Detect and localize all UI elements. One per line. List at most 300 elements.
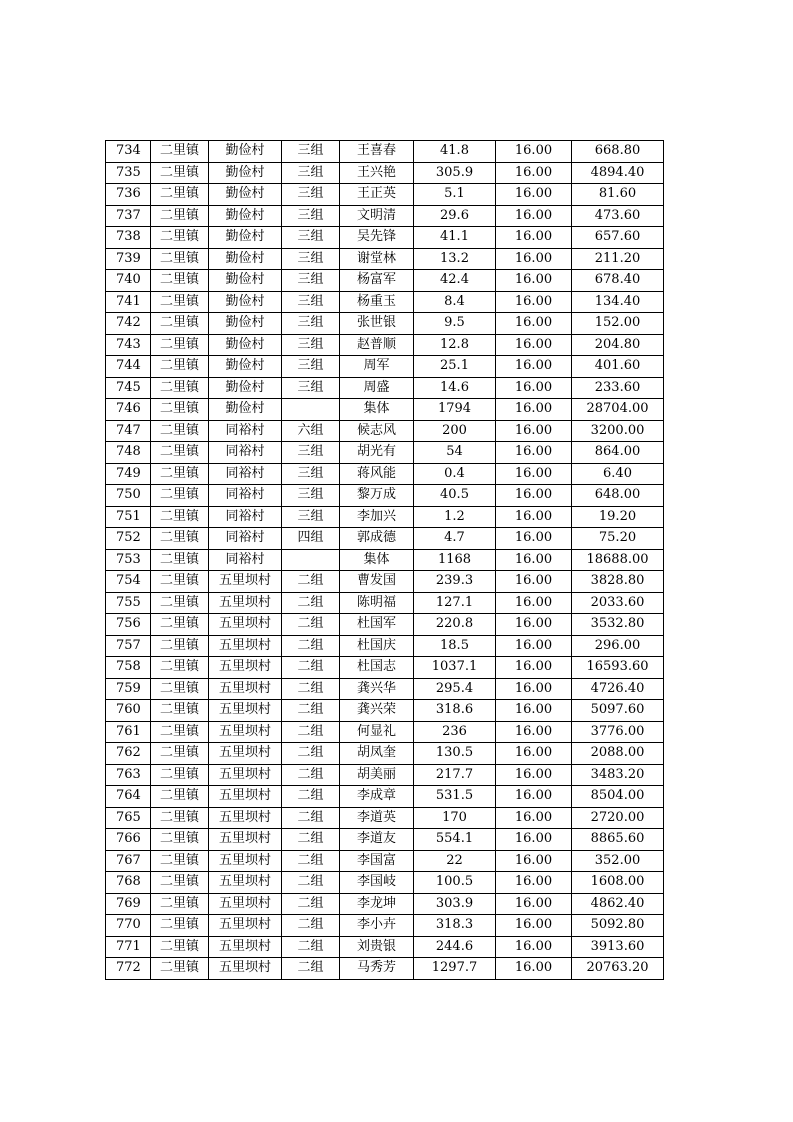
amount-cell: 81.60 [572, 184, 664, 206]
row-number-cell: 748 [106, 442, 151, 464]
amount-cell: 18688.00 [572, 549, 664, 571]
area-cell: 318.6 [414, 700, 496, 722]
group-cell: 三组 [282, 506, 340, 528]
group-cell: 三组 [282, 227, 340, 249]
rate-cell: 16.00 [496, 399, 572, 421]
town-cell: 二里镇 [151, 915, 209, 937]
town-cell: 二里镇 [151, 205, 209, 227]
rate-cell: 16.00 [496, 807, 572, 829]
name-cell: 杨重玉 [340, 291, 414, 313]
name-cell: 李加兴 [340, 506, 414, 528]
amount-cell: 3913.60 [572, 936, 664, 958]
town-cell: 二里镇 [151, 893, 209, 915]
table-row [106, 872, 664, 894]
village-cell: 五里坝村 [209, 893, 282, 915]
name-cell: 龚兴华 [340, 678, 414, 700]
town-cell: 二里镇 [151, 463, 209, 485]
table-row [106, 657, 664, 679]
group-cell: 六组 [282, 420, 340, 442]
village-cell: 勤俭村 [209, 162, 282, 184]
village-cell: 勤俭村 [209, 356, 282, 378]
area-cell: 4.7 [414, 528, 496, 550]
table-row [106, 270, 664, 292]
name-cell: 杨富军 [340, 270, 414, 292]
name-cell: 集体 [340, 399, 414, 421]
amount-cell: 3776.00 [572, 721, 664, 743]
table-row [106, 807, 664, 829]
table-row [106, 141, 664, 163]
village-cell: 五里坝村 [209, 700, 282, 722]
table-row [106, 184, 664, 206]
row-number-cell: 752 [106, 528, 151, 550]
rate-cell: 16.00 [496, 721, 572, 743]
area-cell: 40.5 [414, 485, 496, 507]
amount-cell: 864.00 [572, 442, 664, 464]
name-cell: 王正英 [340, 184, 414, 206]
group-cell [282, 549, 340, 571]
village-cell: 同裕村 [209, 506, 282, 528]
rate-cell: 16.00 [496, 829, 572, 851]
rate-cell: 16.00 [496, 764, 572, 786]
rate-cell: 16.00 [496, 893, 572, 915]
town-cell: 二里镇 [151, 743, 209, 765]
village-cell: 同裕村 [209, 420, 282, 442]
group-cell: 二组 [282, 850, 340, 872]
amount-cell: 648.00 [572, 485, 664, 507]
table-row [106, 506, 664, 528]
area-cell: 1297.7 [414, 958, 496, 980]
town-cell: 二里镇 [151, 657, 209, 679]
table-row [106, 893, 664, 915]
area-cell: 303.9 [414, 893, 496, 915]
group-cell: 二组 [282, 829, 340, 851]
rate-cell: 16.00 [496, 506, 572, 528]
amount-cell: 75.20 [572, 528, 664, 550]
area-cell: 220.8 [414, 614, 496, 636]
amount-cell: 296.00 [572, 635, 664, 657]
name-cell: 吴先锋 [340, 227, 414, 249]
town-cell: 二里镇 [151, 248, 209, 270]
town-cell: 二里镇 [151, 807, 209, 829]
village-cell: 同裕村 [209, 442, 282, 464]
row-number-cell: 763 [106, 764, 151, 786]
town-cell: 二里镇 [151, 442, 209, 464]
table-row [106, 248, 664, 270]
table-row [106, 571, 664, 593]
village-cell: 五里坝村 [209, 657, 282, 679]
row-number-cell: 766 [106, 829, 151, 851]
row-number-cell: 741 [106, 291, 151, 313]
amount-cell: 352.00 [572, 850, 664, 872]
rate-cell: 16.00 [496, 592, 572, 614]
rate-cell: 16.00 [496, 227, 572, 249]
town-cell: 二里镇 [151, 162, 209, 184]
rate-cell: 16.00 [496, 420, 572, 442]
area-cell: 5.1 [414, 184, 496, 206]
row-number-cell: 751 [106, 506, 151, 528]
rate-cell: 16.00 [496, 678, 572, 700]
town-cell: 二里镇 [151, 377, 209, 399]
town-cell: 二里镇 [151, 227, 209, 249]
town-cell: 二里镇 [151, 872, 209, 894]
amount-cell: 233.60 [572, 377, 664, 399]
village-cell: 五里坝村 [209, 571, 282, 593]
rate-cell: 16.00 [496, 614, 572, 636]
table-row [106, 614, 664, 636]
group-cell: 二组 [282, 571, 340, 593]
village-cell: 五里坝村 [209, 764, 282, 786]
town-cell: 二里镇 [151, 399, 209, 421]
group-cell: 三组 [282, 248, 340, 270]
name-cell: 刘贵银 [340, 936, 414, 958]
town-cell: 二里镇 [151, 700, 209, 722]
name-cell: 张世银 [340, 313, 414, 335]
row-number-cell: 769 [106, 893, 151, 915]
row-number-cell: 764 [106, 786, 151, 808]
rate-cell: 16.00 [496, 291, 572, 313]
town-cell: 二里镇 [151, 141, 209, 163]
rate-cell: 16.00 [496, 162, 572, 184]
amount-cell: 4726.40 [572, 678, 664, 700]
rate-cell: 16.00 [496, 936, 572, 958]
amount-cell: 5097.60 [572, 700, 664, 722]
area-cell: 42.4 [414, 270, 496, 292]
village-cell: 勤俭村 [209, 184, 282, 206]
table-row [106, 313, 664, 335]
table-row [106, 205, 664, 227]
rate-cell: 16.00 [496, 205, 572, 227]
name-cell: 杜国军 [340, 614, 414, 636]
row-number-cell: 771 [106, 936, 151, 958]
town-cell: 二里镇 [151, 528, 209, 550]
group-cell: 二组 [282, 936, 340, 958]
name-cell: 胡光有 [340, 442, 414, 464]
amount-cell: 401.60 [572, 356, 664, 378]
table-row [106, 743, 664, 765]
area-cell: 1.2 [414, 506, 496, 528]
amount-cell: 8504.00 [572, 786, 664, 808]
name-cell: 谢堂林 [340, 248, 414, 270]
village-cell: 五里坝村 [209, 850, 282, 872]
group-cell: 二组 [282, 635, 340, 657]
town-cell: 二里镇 [151, 485, 209, 507]
table-row [106, 549, 664, 571]
row-number-cell: 743 [106, 334, 151, 356]
village-cell: 同裕村 [209, 528, 282, 550]
amount-cell: 678.40 [572, 270, 664, 292]
group-cell: 二组 [282, 764, 340, 786]
name-cell: 杜国志 [340, 657, 414, 679]
amount-cell: 204.80 [572, 334, 664, 356]
row-number-cell: 770 [106, 915, 151, 937]
amount-cell: 2720.00 [572, 807, 664, 829]
row-number-cell: 739 [106, 248, 151, 270]
table-row [106, 721, 664, 743]
rate-cell: 16.00 [496, 786, 572, 808]
area-cell: 13.2 [414, 248, 496, 270]
area-cell: 100.5 [414, 872, 496, 894]
town-cell: 二里镇 [151, 420, 209, 442]
group-cell: 三组 [282, 485, 340, 507]
village-cell: 五里坝村 [209, 721, 282, 743]
area-cell: 244.6 [414, 936, 496, 958]
group-cell [282, 399, 340, 421]
town-cell: 二里镇 [151, 184, 209, 206]
village-cell: 五里坝村 [209, 915, 282, 937]
area-cell: 239.3 [414, 571, 496, 593]
area-cell: 25.1 [414, 356, 496, 378]
table-row [106, 463, 664, 485]
name-cell: 龚兴荣 [340, 700, 414, 722]
village-cell: 勤俭村 [209, 377, 282, 399]
rate-cell: 16.00 [496, 463, 572, 485]
group-cell: 二组 [282, 915, 340, 937]
table-row [106, 334, 664, 356]
name-cell: 何显礼 [340, 721, 414, 743]
village-cell: 同裕村 [209, 485, 282, 507]
village-cell: 五里坝村 [209, 807, 282, 829]
area-cell: 305.9 [414, 162, 496, 184]
town-cell: 二里镇 [151, 549, 209, 571]
rate-cell: 16.00 [496, 528, 572, 550]
town-cell: 二里镇 [151, 592, 209, 614]
name-cell: 周军 [340, 356, 414, 378]
area-cell: 0.4 [414, 463, 496, 485]
table-row [106, 958, 664, 980]
area-cell: 295.4 [414, 678, 496, 700]
row-number-cell: 746 [106, 399, 151, 421]
amount-cell: 3828.80 [572, 571, 664, 593]
town-cell: 二里镇 [151, 764, 209, 786]
group-cell: 二组 [282, 614, 340, 636]
amount-cell: 473.60 [572, 205, 664, 227]
name-cell: 郭成德 [340, 528, 414, 550]
amount-cell: 3483.20 [572, 764, 664, 786]
name-cell: 文明清 [340, 205, 414, 227]
rate-cell: 16.00 [496, 377, 572, 399]
town-cell: 二里镇 [151, 850, 209, 872]
table-row [106, 399, 664, 421]
rate-cell: 16.00 [496, 850, 572, 872]
group-cell: 三组 [282, 162, 340, 184]
area-cell: 554.1 [414, 829, 496, 851]
village-cell: 五里坝村 [209, 829, 282, 851]
amount-cell: 134.40 [572, 291, 664, 313]
table-row [106, 850, 664, 872]
area-cell: 9.5 [414, 313, 496, 335]
row-number-cell: 760 [106, 700, 151, 722]
rate-cell: 16.00 [496, 184, 572, 206]
row-number-cell: 768 [106, 872, 151, 894]
group-cell: 三组 [282, 334, 340, 356]
rate-cell: 16.00 [496, 356, 572, 378]
village-cell: 同裕村 [209, 549, 282, 571]
area-cell: 217.7 [414, 764, 496, 786]
town-cell: 二里镇 [151, 291, 209, 313]
row-number-cell: 761 [106, 721, 151, 743]
area-cell: 41.1 [414, 227, 496, 249]
amount-cell: 2033.60 [572, 592, 664, 614]
group-cell: 三组 [282, 463, 340, 485]
area-cell: 1794 [414, 399, 496, 421]
name-cell: 候志风 [340, 420, 414, 442]
table-row [106, 420, 664, 442]
rate-cell: 16.00 [496, 700, 572, 722]
group-cell: 三组 [282, 313, 340, 335]
town-cell: 二里镇 [151, 270, 209, 292]
group-cell: 三组 [282, 356, 340, 378]
name-cell: 李道友 [340, 829, 414, 851]
amount-cell: 28704.00 [572, 399, 664, 421]
amount-cell: 2088.00 [572, 743, 664, 765]
row-number-cell: 744 [106, 356, 151, 378]
name-cell: 集体 [340, 549, 414, 571]
table-row [106, 678, 664, 700]
area-cell: 127.1 [414, 592, 496, 614]
village-cell: 五里坝村 [209, 958, 282, 980]
village-cell: 勤俭村 [209, 270, 282, 292]
area-cell: 200 [414, 420, 496, 442]
row-number-cell: 754 [106, 571, 151, 593]
rate-cell: 16.00 [496, 743, 572, 765]
row-number-cell: 758 [106, 657, 151, 679]
village-cell: 勤俭村 [209, 291, 282, 313]
village-cell: 勤俭村 [209, 141, 282, 163]
group-cell: 二组 [282, 678, 340, 700]
town-cell: 二里镇 [151, 678, 209, 700]
town-cell: 二里镇 [151, 829, 209, 851]
group-cell: 二组 [282, 807, 340, 829]
group-cell: 二组 [282, 657, 340, 679]
amount-cell: 152.00 [572, 313, 664, 335]
village-cell: 勤俭村 [209, 313, 282, 335]
row-number-cell: 734 [106, 141, 151, 163]
area-cell: 12.8 [414, 334, 496, 356]
row-number-cell: 765 [106, 807, 151, 829]
name-cell: 李小卉 [340, 915, 414, 937]
group-cell: 三组 [282, 442, 340, 464]
rate-cell: 16.00 [496, 958, 572, 980]
row-number-cell: 750 [106, 485, 151, 507]
area-cell: 14.6 [414, 377, 496, 399]
rate-cell: 16.00 [496, 571, 572, 593]
row-number-cell: 753 [106, 549, 151, 571]
area-cell: 236 [414, 721, 496, 743]
group-cell: 四组 [282, 528, 340, 550]
area-cell: 8.4 [414, 291, 496, 313]
table-row [106, 592, 664, 614]
village-cell: 五里坝村 [209, 936, 282, 958]
amount-cell: 16593.60 [572, 657, 664, 679]
town-cell: 二里镇 [151, 506, 209, 528]
village-cell: 五里坝村 [209, 872, 282, 894]
row-number-cell: 755 [106, 592, 151, 614]
village-cell: 五里坝村 [209, 743, 282, 765]
group-cell: 三组 [282, 377, 340, 399]
table-row [106, 485, 664, 507]
amount-cell: 8865.60 [572, 829, 664, 851]
area-cell: 170 [414, 807, 496, 829]
amount-cell: 211.20 [572, 248, 664, 270]
group-cell: 二组 [282, 721, 340, 743]
amount-cell: 3200.00 [572, 420, 664, 442]
rate-cell: 16.00 [496, 313, 572, 335]
amount-cell: 19.20 [572, 506, 664, 528]
table-body [106, 141, 664, 980]
rate-cell: 16.00 [496, 872, 572, 894]
name-cell: 赵普顺 [340, 334, 414, 356]
village-cell: 勤俭村 [209, 205, 282, 227]
group-cell: 二组 [282, 786, 340, 808]
name-cell: 李道英 [340, 807, 414, 829]
table-row [106, 291, 664, 313]
rate-cell: 16.00 [496, 334, 572, 356]
rate-cell: 16.00 [496, 270, 572, 292]
village-cell: 同裕村 [209, 463, 282, 485]
rate-cell: 16.00 [496, 485, 572, 507]
name-cell: 曹发国 [340, 571, 414, 593]
row-number-cell: 742 [106, 313, 151, 335]
name-cell: 黎万成 [340, 485, 414, 507]
village-cell: 勤俭村 [209, 227, 282, 249]
area-cell: 1037.1 [414, 657, 496, 679]
village-cell: 勤俭村 [209, 399, 282, 421]
rate-cell: 16.00 [496, 141, 572, 163]
row-number-cell: 756 [106, 614, 151, 636]
table-row [106, 162, 664, 184]
group-cell: 二组 [282, 872, 340, 894]
town-cell: 二里镇 [151, 356, 209, 378]
town-cell: 二里镇 [151, 721, 209, 743]
row-number-cell: 735 [106, 162, 151, 184]
town-cell: 二里镇 [151, 313, 209, 335]
table-row [106, 227, 664, 249]
row-number-cell: 736 [106, 184, 151, 206]
rate-cell: 16.00 [496, 635, 572, 657]
area-cell: 531.5 [414, 786, 496, 808]
row-number-cell: 745 [106, 377, 151, 399]
village-cell: 五里坝村 [209, 614, 282, 636]
village-cell: 勤俭村 [209, 248, 282, 270]
row-number-cell: 737 [106, 205, 151, 227]
town-cell: 二里镇 [151, 635, 209, 657]
village-cell: 五里坝村 [209, 592, 282, 614]
group-cell: 三组 [282, 205, 340, 227]
group-cell: 二组 [282, 743, 340, 765]
row-number-cell: 767 [106, 850, 151, 872]
town-cell: 二里镇 [151, 936, 209, 958]
rate-cell: 16.00 [496, 549, 572, 571]
town-cell: 二里镇 [151, 334, 209, 356]
name-cell: 李国富 [340, 850, 414, 872]
group-cell: 三组 [282, 270, 340, 292]
rate-cell: 16.00 [496, 915, 572, 937]
group-cell: 二组 [282, 958, 340, 980]
table-row [106, 915, 664, 937]
row-number-cell: 772 [106, 958, 151, 980]
name-cell: 胡凤奎 [340, 743, 414, 765]
table-row [106, 764, 664, 786]
name-cell: 李龙坤 [340, 893, 414, 915]
row-number-cell: 738 [106, 227, 151, 249]
table-row [106, 377, 664, 399]
table-row [106, 936, 664, 958]
group-cell: 二组 [282, 700, 340, 722]
table-row [106, 442, 664, 464]
group-cell: 三组 [282, 291, 340, 313]
village-cell: 五里坝村 [209, 678, 282, 700]
table-row [106, 528, 664, 550]
